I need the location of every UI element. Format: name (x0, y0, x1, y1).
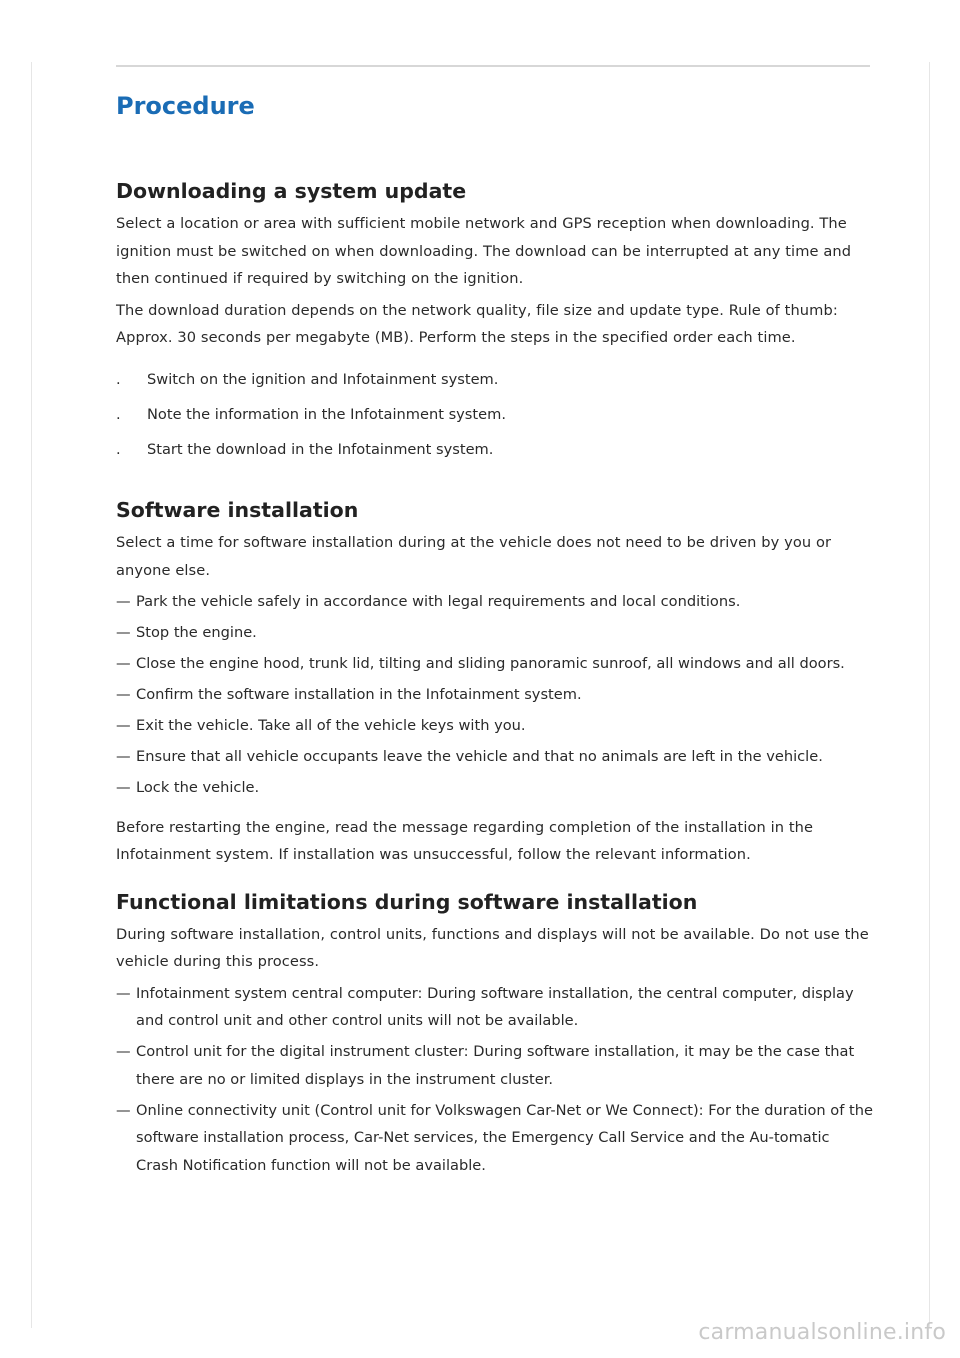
dash-marker: — (116, 624, 131, 641)
dash-marker: — (116, 984, 131, 1002)
list-item-text: Park the vehicle safely in accordance with legal requirements and local conditions. (136, 593, 741, 610)
limitations-list (116, 980, 874, 1180)
list-item-text: Exit the vehicle. Take all of the vehicle keys with you. (136, 717, 526, 734)
step-item (116, 401, 874, 429)
step-item (116, 366, 874, 394)
step-text: Switch on the ignition and Infotainment system. (147, 370, 499, 388)
step-marker: . (116, 440, 121, 458)
dash-marker: — (116, 686, 131, 703)
list-item-text: Online connectivity unit (Control unit for Volkswagen Car-Net or We Connect): For the duration of the software installation process, Car-Net services, the Emergency Call Service and the Au-tomatic Crash Notification function will not be available. (136, 1101, 873, 1174)
step-text: Note the information in the Infotainment system. (147, 405, 506, 423)
installation-closing: Before restarting the engine, read the message regarding completion of the installation in the Infotainment system. If installation was unsuccessful, follow the relevant information. (116, 818, 814, 863)
list-item-text: Confirm the software installation in the Infotainment system. (136, 686, 582, 703)
download-heading: Downloading a system update (116, 179, 467, 203)
list-item (116, 1097, 874, 1180)
header-rule (116, 65, 870, 67)
list-item (116, 1038, 874, 1093)
list-item (116, 619, 874, 647)
download-steps (116, 366, 874, 464)
dash-marker: — (116, 1101, 131, 1119)
limitations-section (116, 887, 874, 1180)
list-item (116, 980, 874, 1035)
dash-marker: — (116, 779, 131, 796)
list-item (116, 743, 874, 771)
dash-marker: — (116, 593, 131, 610)
section-title: Procedure (116, 92, 255, 120)
list-item (116, 681, 874, 709)
download-paragraph: The download duration depends on the network quality, file size and update type. Rule of thumb: Approx. 30 seconds per megabyte (MB). Perform the steps in the specified order each time. (116, 301, 838, 346)
installation-section (116, 495, 874, 869)
download-section (116, 176, 874, 463)
dash-marker: — (116, 1043, 131, 1060)
list-item-text: Lock the vehicle. (136, 779, 260, 796)
list-item (116, 774, 874, 802)
page-content (116, 88, 874, 1183)
download-paragraph: Select a location or area with sufficient mobile network and GPS reception when downloading. The ignition must be switched on when downloading. The download can be interrupted at any time and then continued if required by switching on the ignition. (116, 215, 852, 287)
dash-marker: — (116, 748, 131, 765)
list-item-text: Control unit for the digital instrument cluster: During software installation, it may be the case that there are no or limited displays in the instrument cluster. (136, 1043, 855, 1088)
page-frame-right (929, 62, 930, 1328)
step-item (116, 436, 874, 464)
installation-intro: Select a time for software installation during at the vehicle does not need to be driven by you or anyone else. (116, 534, 832, 579)
list-item (116, 712, 874, 740)
list-item-text: Stop the engine. (136, 624, 257, 641)
list-item-text: Close the engine hood, trunk lid, tilting and sliding panoramic sunroof, all windows and all doors. (136, 655, 845, 672)
page-frame-left (31, 62, 32, 1328)
limitations-intro: During software installation, control units, functions and displays will not be available. Do not use the vehicle during this process. (116, 925, 869, 970)
dash-marker: — (116, 717, 131, 734)
list-item (116, 650, 874, 678)
dash-marker: — (116, 655, 131, 672)
watermark-text: carmanualsonline.info (698, 1320, 946, 1345)
step-marker: . (116, 405, 121, 423)
step-text: Start the download in the Infotainment system. (147, 440, 494, 458)
step-marker: . (116, 370, 121, 388)
installation-heading: Software installation (116, 498, 359, 522)
list-item (116, 588, 874, 616)
list-item-text: Ensure that all vehicle occupants leave the vehicle and that no animals are left in the vehicle. (136, 748, 823, 765)
limitations-heading: Functional limitations during software installation (116, 889, 698, 914)
installation-list (116, 588, 874, 802)
list-item-text: Infotainment system central computer: During software installation, the central computer, display and control unit and other control units will not be available. (136, 984, 854, 1029)
